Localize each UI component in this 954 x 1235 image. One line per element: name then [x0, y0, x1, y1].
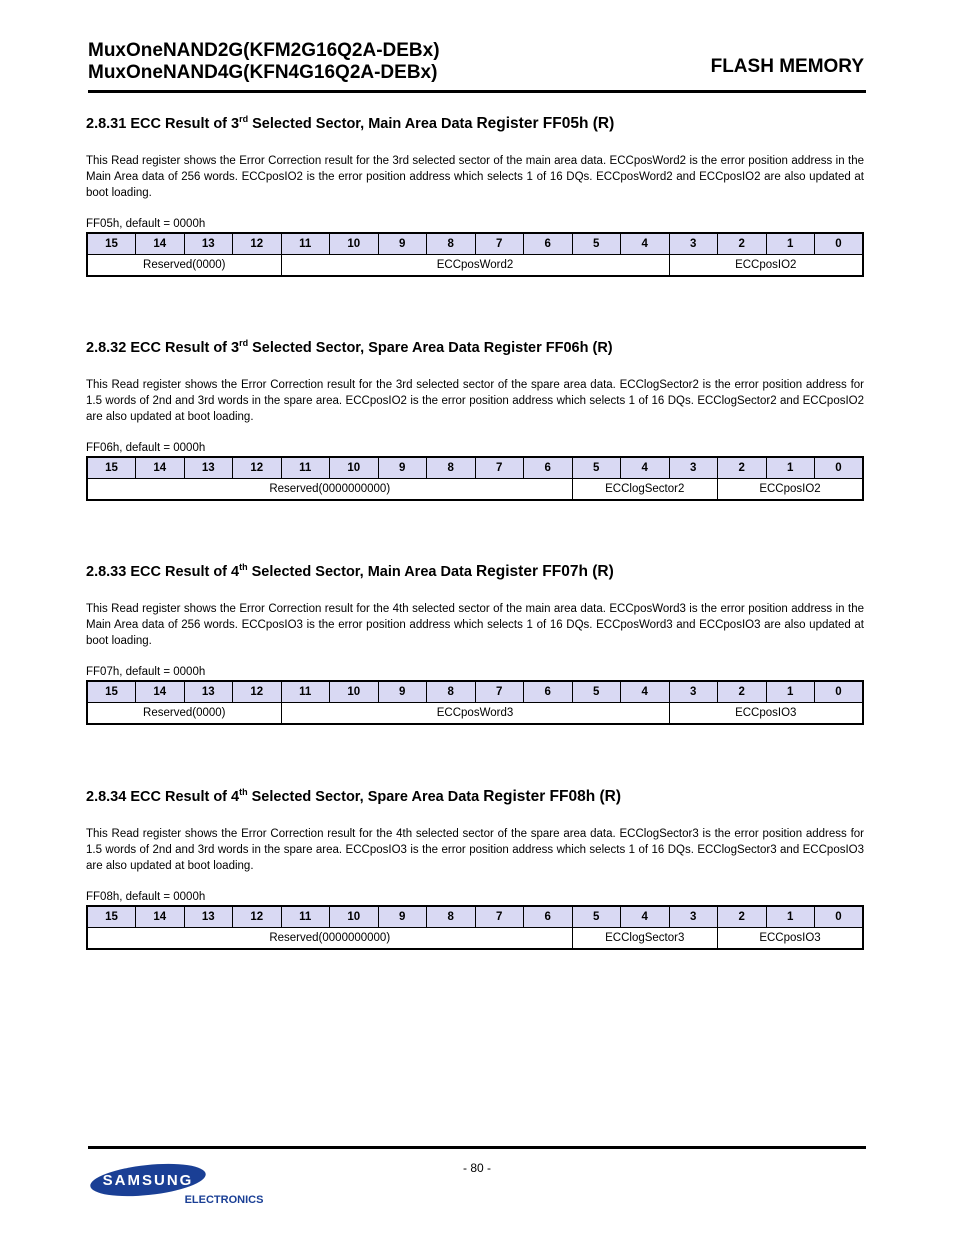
heading-part: rd — [239, 338, 249, 348]
bit-cell: 7 — [475, 906, 524, 928]
register-default: FF06h, default = 0000h — [86, 441, 206, 454]
section-ff07h — [86, 558, 864, 725]
heading-part: rd — [239, 114, 249, 124]
heading-part: th — [239, 562, 248, 572]
field-eccposio: ECCposIO2 — [718, 478, 864, 500]
bit-cell: 14 — [136, 906, 185, 928]
register-table — [86, 905, 864, 950]
section-heading — [86, 558, 864, 581]
register-table — [86, 456, 864, 501]
heading-part: 2.8.31 ECC Result of 3 — [86, 115, 240, 132]
heading-part: 2.8.32 ECC Result of 3 — [86, 339, 240, 356]
bit-cell: 13 — [184, 906, 233, 928]
bit-cell: 15 — [87, 906, 136, 928]
bit-cell: 2 — [718, 906, 767, 928]
bit-cell: 4 — [621, 906, 670, 928]
bit-cell: 2 — [718, 681, 767, 703]
bit-cell: 3 — [669, 681, 718, 703]
field-ecclogsector: ECClogSector2 — [572, 478, 718, 500]
bit-cell: 10 — [330, 681, 379, 703]
bit-cell: 8 — [427, 906, 476, 928]
bit-header-row — [87, 457, 863, 479]
heading-part: 2.8.33 ECC Result of 4 — [86, 563, 240, 580]
bit-cell: 5 — [572, 906, 621, 928]
logo-subtext: ELECTRONICS — [184, 1194, 263, 1206]
field-eccposword: ECCposWord2 — [281, 254, 669, 276]
bit-cell: 1 — [766, 457, 815, 479]
field-row — [87, 478, 863, 500]
bit-header-row — [87, 906, 863, 928]
bit-cell: 10 — [330, 233, 379, 255]
bit-cell: 12 — [233, 681, 282, 703]
bit-cell: 7 — [475, 233, 524, 255]
section-description: This Read register shows the Error Correction result for the 4th selected sector of the spare area data. ECClogSector3 is the error position address for 1.5 words of 2nd and 3rd words in the spare area. ECCposIO3 is the error position address which selects 1 of 16 DQs. ECClogSector3 and ECCposIO3 are also updated at boot loading. — [86, 827, 864, 872]
bit-header-row — [87, 233, 863, 255]
bit-cell: 7 — [475, 681, 524, 703]
section-heading — [86, 334, 864, 357]
section-ff08h — [86, 783, 864, 950]
field-eccposio: ECCposIO3 — [669, 702, 863, 724]
bit-cell: 4 — [621, 233, 670, 255]
bit-cell: 0 — [815, 457, 864, 479]
section-description: This Read register shows the Error Correction result for the 3rd selected sector of the spare area data. ECClogSector2 is the error position address for 1.5 words of 2nd and 3rd words in the spare area. ECCposIO2 is the error position address which selects 1 of 16 DQs. ECClogSector2 and ECCposIO2 are also updated at boot loading. — [86, 378, 864, 423]
bit-cell: 13 — [184, 457, 233, 479]
bit-cell: 0 — [815, 681, 864, 703]
bit-cell: 10 — [330, 457, 379, 479]
section-description: This Read register shows the Error Correction result for the 3rd selected sector of the main area data. ECCposWord2 is the error position address in the Main Area data of 256 words. ECCposIO2 is the error position address which selects 1 of 16 DQs. ECCposWord2 and ECCposIO2 are also updated at boot loading. — [86, 154, 864, 199]
heading-part: Selected Sector, Main Area Data — [247, 563, 476, 580]
section-heading — [86, 110, 864, 133]
page-header — [88, 38, 866, 93]
title-line-1: MuxOneNAND2G(KFM2G16Q2A-DEBx) — [88, 40, 440, 61]
title-line-2: MuxOneNAND4G(KFN4G16Q2A-DEBx) — [88, 62, 438, 83]
field-reserved: Reserved(0000000000) — [87, 927, 572, 949]
samsung-logo — [88, 1156, 263, 1208]
section-heading — [86, 783, 864, 806]
field-row — [87, 927, 863, 949]
bit-cell: 13 — [184, 681, 233, 703]
field-row — [87, 254, 863, 276]
bit-cell: 11 — [281, 457, 330, 479]
bit-cell: 1 — [766, 681, 815, 703]
section-ff05h — [86, 110, 864, 277]
heading-part: Selected Sector, Spare Area Data — [248, 339, 484, 356]
field-reserved: Reserved(0000) — [87, 702, 281, 724]
field-row — [87, 702, 863, 724]
bit-cell: 11 — [281, 906, 330, 928]
bit-cell: 14 — [136, 681, 185, 703]
heading-part: 2.8.34 ECC Result of 4 — [86, 788, 240, 805]
bit-cell: 0 — [815, 233, 864, 255]
bit-cell: 6 — [524, 906, 573, 928]
bit-cell: 4 — [621, 457, 670, 479]
bit-cell: 2 — [718, 233, 767, 255]
bit-cell: 15 — [87, 233, 136, 255]
header-category: FLASH MEMORY — [710, 56, 864, 77]
bit-cell: 14 — [136, 457, 185, 479]
field-eccposword: ECCposWord3 — [281, 702, 669, 724]
register-default: FF05h, default = 0000h — [86, 217, 206, 230]
bit-cell: 8 — [427, 233, 476, 255]
bit-cell: 4 — [621, 681, 670, 703]
field-reserved: Reserved(0000000000) — [87, 478, 572, 500]
field-reserved: Reserved(0000) — [87, 254, 281, 276]
bit-cell: 1 — [766, 233, 815, 255]
heading-part: Register FF08h (R) — [483, 787, 622, 805]
bit-cell: 3 — [669, 906, 718, 928]
register-table — [86, 680, 864, 725]
bit-cell: 12 — [233, 906, 282, 928]
footer-divider — [88, 1146, 866, 1149]
bit-cell: 10 — [330, 906, 379, 928]
bit-header-row — [87, 681, 863, 703]
bit-cell: 5 — [572, 457, 621, 479]
bit-cell: 15 — [87, 681, 136, 703]
document-title — [88, 40, 440, 84]
page-number: - 80 - — [462, 1161, 491, 1175]
bit-cell: 13 — [184, 233, 233, 255]
section-description: This Read register shows the Error Correction result for the 4th selected sector of the main area data. ECCposWord3 is the error position address in the Main Area data of 256 words. ECCposIO3 is the error position address which selects 1 of 16 DQs. ECCposWord3 and ECCposIO3 are also updated at boot loading. — [86, 602, 864, 647]
heading-part: Selected Sector, Spare Area Data — [247, 788, 484, 805]
bit-cell: 11 — [281, 233, 330, 255]
bit-cell: 8 — [427, 681, 476, 703]
heading-part: Register FF07h (R) — [475, 562, 614, 580]
field-eccposio: ECCposIO2 — [669, 254, 863, 276]
bit-cell: 11 — [281, 681, 330, 703]
bit-cell: 14 — [136, 233, 185, 255]
bit-cell: 3 — [669, 457, 718, 479]
bit-cell: 9 — [378, 457, 427, 479]
bit-cell: 8 — [427, 457, 476, 479]
bit-cell: 3 — [669, 233, 718, 255]
section-ff06h — [86, 334, 864, 501]
heading-part: Register FF06h (R) — [483, 339, 613, 356]
register-default: FF08h, default = 0000h — [86, 890, 206, 903]
bit-cell: 6 — [524, 233, 573, 255]
bit-cell: 9 — [378, 681, 427, 703]
bit-cell: 12 — [233, 233, 282, 255]
logo-text: SAMSUNG — [102, 1172, 194, 1189]
bit-cell: 1 — [766, 906, 815, 928]
bit-cell: 5 — [572, 233, 621, 255]
heading-part: Register FF05h (R) — [476, 114, 615, 132]
bit-cell: 12 — [233, 457, 282, 479]
register-table — [86, 232, 864, 277]
bit-cell: 2 — [718, 457, 767, 479]
bit-cell: 9 — [378, 906, 427, 928]
heading-part: th — [239, 787, 248, 797]
bit-cell: 0 — [815, 906, 864, 928]
bit-cell: 15 — [87, 457, 136, 479]
bit-cell: 9 — [378, 233, 427, 255]
bit-cell: 5 — [572, 681, 621, 703]
bit-cell: 7 — [475, 457, 524, 479]
heading-part: Selected Sector, Main Area Data — [248, 115, 477, 132]
field-ecclogsector: ECClogSector3 — [572, 927, 718, 949]
field-eccposio: ECCposIO3 — [718, 927, 864, 949]
bit-cell: 6 — [524, 457, 573, 479]
register-default: FF07h, default = 0000h — [86, 665, 206, 678]
bit-cell: 6 — [524, 681, 573, 703]
